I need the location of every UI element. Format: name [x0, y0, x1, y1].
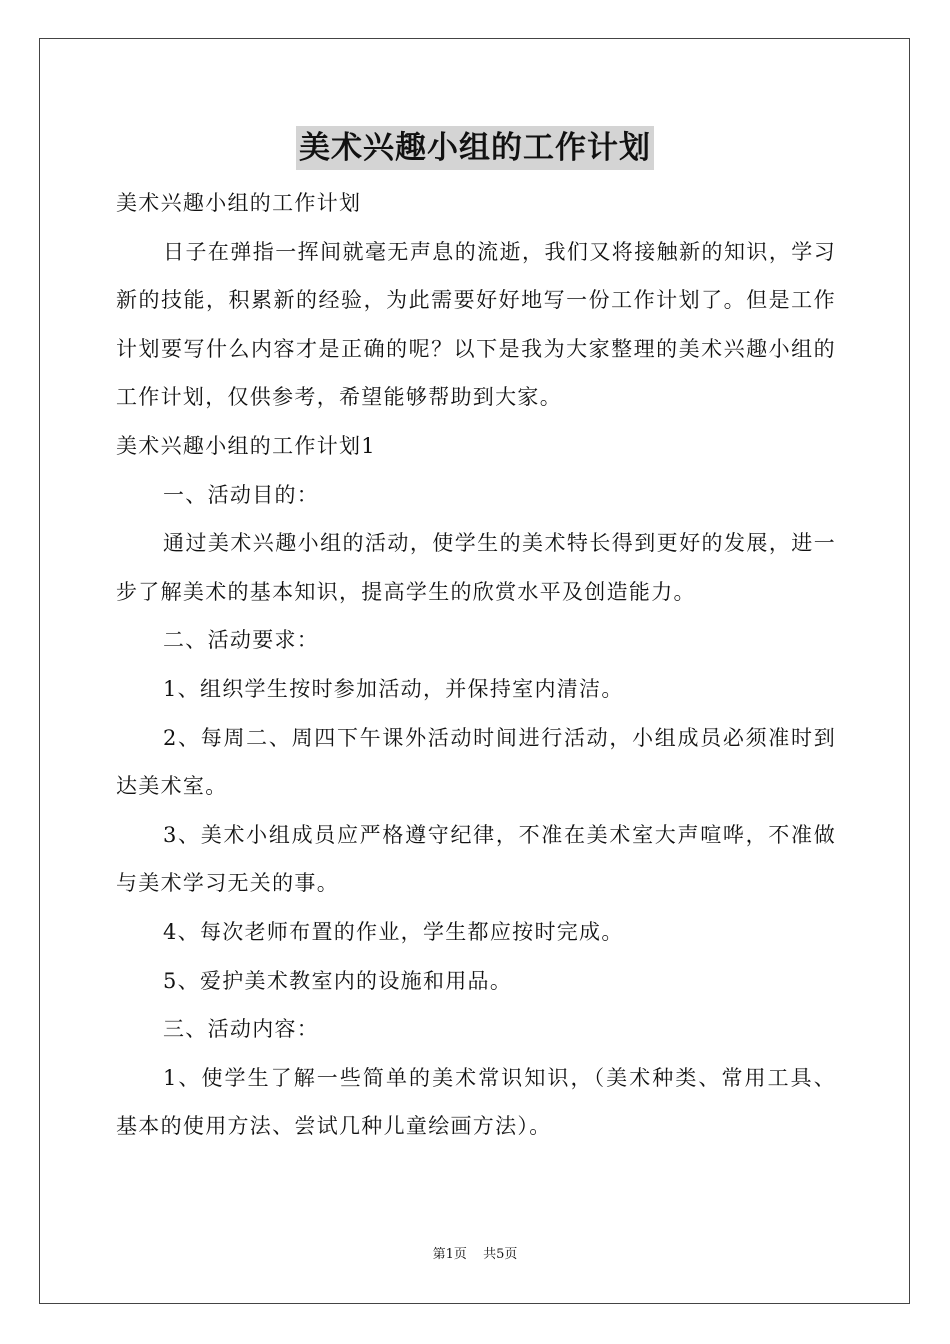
- paragraph: 5、爱护美术教室内的设施和用品。: [163, 968, 513, 993]
- page-number-current: 第1页: [432, 1247, 467, 1262]
- paragraph: 日子在弹指一挥间就毫无声息的流逝，我们又将接触新的知识，学习新的技能，积累新的经验，为此需要好好地写一份工作计划了。但是工作计划要写什么内容才是正确的呢？以下是我为大家整理的美术兴趣小组的工作计划，仅供参考，希望能够帮助到大家。: [116, 239, 836, 410]
- paragraph: 4、每次老师布置的作业，学生都应按时完成。: [163, 919, 624, 944]
- page-title: 美术兴趣小组的工作计划: [296, 126, 654, 170]
- title-container: [0, 126, 950, 170]
- page-number-total: 共5页: [483, 1247, 518, 1262]
- page-footer: [0, 1246, 950, 1264]
- paragraph: 2、每周二、周四下午课外活动时间进行活动，小组成员必须准时到达美术室。: [116, 725, 836, 799]
- paragraph: 通过美术兴趣小组的活动，使学生的美术特长得到更好的发展，进一步了解美术的基本知识，提高学生的欣赏水平及创造能力。: [116, 531, 836, 604]
- paragraph: 3、美术小组成员应严格遵守纪律，不准在美术室大声喧哗，不准做与美术学习无关的事。: [116, 822, 836, 896]
- paragraph: 1、使学生了解一些简单的美术常识知识，（美术种类、常用工具、基本的使用方法、尝试几种儿童绘画方法）。: [116, 1065, 836, 1139]
- paragraph: 美术兴趣小组的工作计划1: [116, 433, 376, 458]
- paragraph: 1、组织学生按时参加活动，并保持室内清洁。: [163, 676, 624, 701]
- document-body: [116, 179, 836, 1151]
- paragraph: 三、活动内容：: [163, 1017, 320, 1042]
- paragraph: 一、活动目的：: [163, 482, 320, 507]
- paragraph: 美术兴趣小组的工作计划: [116, 191, 362, 215]
- paragraph: 二、活动要求：: [163, 628, 320, 653]
